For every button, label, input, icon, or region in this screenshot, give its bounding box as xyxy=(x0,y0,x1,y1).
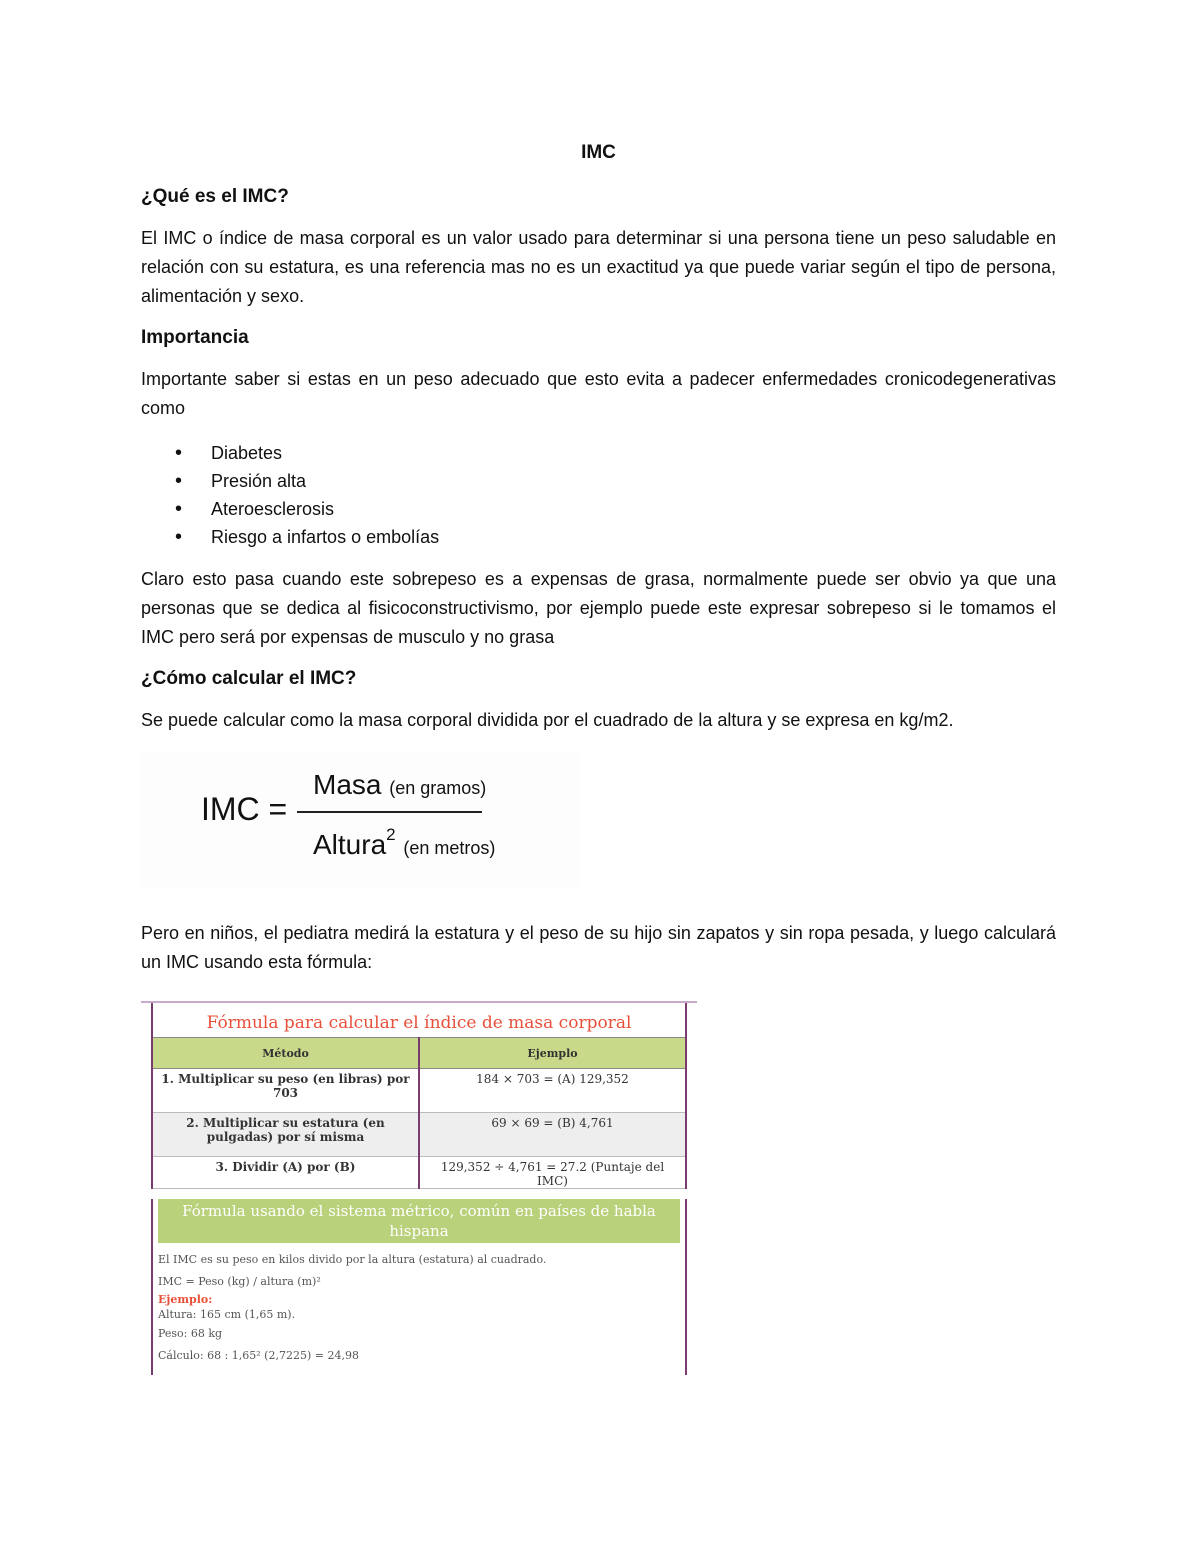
heading-que-es: ¿Qué es el IMC? xyxy=(141,186,289,207)
cell-metodo: 1. Multiplicar su peso (en libras) por 703 xyxy=(153,1069,419,1113)
cell-ejemplo: 129,352 ÷ 4,761 = 27.2 (Puntaje del IMC) xyxy=(419,1157,685,1189)
formula-denominator xyxy=(313,825,495,861)
table-row xyxy=(153,1069,685,1113)
formula-denominator-unit: (en metros) xyxy=(403,838,496,858)
imperial-formula-box xyxy=(151,1003,687,1189)
formula-denominator-text: Altura xyxy=(313,829,387,860)
metric-line-2: IMC = Peso (kg) / altura (m)² xyxy=(158,1275,321,1288)
disease-list xyxy=(141,439,1056,551)
example-label: Ejemplo: xyxy=(158,1293,213,1306)
cell-ejemplo: 184 × 703 = (A) 129,352 xyxy=(419,1069,685,1113)
paragraph-ninos: Pero en niños, el pediatra medirá la estatura y el peso de su hijo sin zapatos y sin ropa pesada, y luego calculará un IMC usando esta fórmula: xyxy=(141,923,1056,972)
metric-formula-box xyxy=(151,1199,687,1375)
list-item: • Diabetes xyxy=(211,439,1056,467)
heading-importancia: Importancia xyxy=(141,327,249,348)
document-body xyxy=(141,142,1056,993)
page-title: IMC xyxy=(581,142,616,163)
example-calculo: Cálculo: 68 : 1,65² (2,7225) = 24,98 xyxy=(158,1349,359,1362)
paragraph-importancia: Importante saber si estas en un peso adecuado que esto evita a padecer enfermedades cronicodegenerativas como xyxy=(141,369,1056,418)
fraction-line xyxy=(297,811,482,813)
formula-numerator-unit: (en gramos) xyxy=(389,778,487,798)
list-item: • Riesgo a infartos o embolías xyxy=(211,523,1056,551)
example-altura: Altura: 165 cm (1,65 m). xyxy=(158,1308,296,1321)
paragraph-sobrepeso: Claro esto pasa cuando este sobrepeso es a expensas de grasa, normalmente puede ser obvio ya que una personas que se dedica al fisicoconstructivismo, por ejemplo puede este expresar sobrepeso si le tomamos el IMC pero será por expensas de musculo y no grasa xyxy=(141,569,1056,647)
paragraph-que-es: El IMC o índice de masa corporal es un valor usado para determinar si una persona tiene un peso saludable en relación con su estatura, es una referencia mas no es un exactitud ya que puede variar según el tipo de persona, alimentación y sexo. xyxy=(141,228,1056,306)
formula-lhs: IMC = xyxy=(201,791,288,827)
column-header-metodo: Método xyxy=(153,1038,419,1069)
bmi-table xyxy=(153,1037,685,1189)
list-item: • Ateroesclerosis xyxy=(211,495,1056,523)
table-row xyxy=(153,1113,685,1157)
formula-image xyxy=(141,751,581,889)
cell-ejemplo: 69 × 69 = (B) 4,761 xyxy=(419,1113,685,1157)
paragraph-calcular: Se puede calcular como la masa corporal dividida por el cuadrado de la altura y se expresa en kg/m2. xyxy=(141,710,954,730)
metric-line-1: El IMC es su peso en kilos divido por la altura (estatura) al cuadrado. xyxy=(158,1253,547,1266)
formula-numerator xyxy=(313,769,486,801)
heading-calcular: ¿Cómo calcular el IMC? xyxy=(141,668,357,689)
example-peso: Peso: 68 kg xyxy=(158,1327,223,1340)
formula-exponent: 2 xyxy=(386,825,396,844)
metric-title: Fórmula usando el sistema métrico, común en países de habla hispana xyxy=(158,1199,680,1243)
table-title: Fórmula para calcular el índice de masa corporal xyxy=(206,1013,632,1033)
formula-numerator-text: Masa xyxy=(313,769,382,800)
column-header-ejemplo: Ejemplo xyxy=(419,1038,685,1069)
cell-metodo: 3. Dividir (A) por (B) xyxy=(153,1157,419,1189)
bmi-table-image xyxy=(141,1001,697,1375)
table-row xyxy=(153,1157,685,1189)
cell-metodo: 2. Multiplicar su estatura (en pulgadas) por sí misma xyxy=(153,1113,419,1157)
list-item: • Presión alta xyxy=(211,467,1056,495)
